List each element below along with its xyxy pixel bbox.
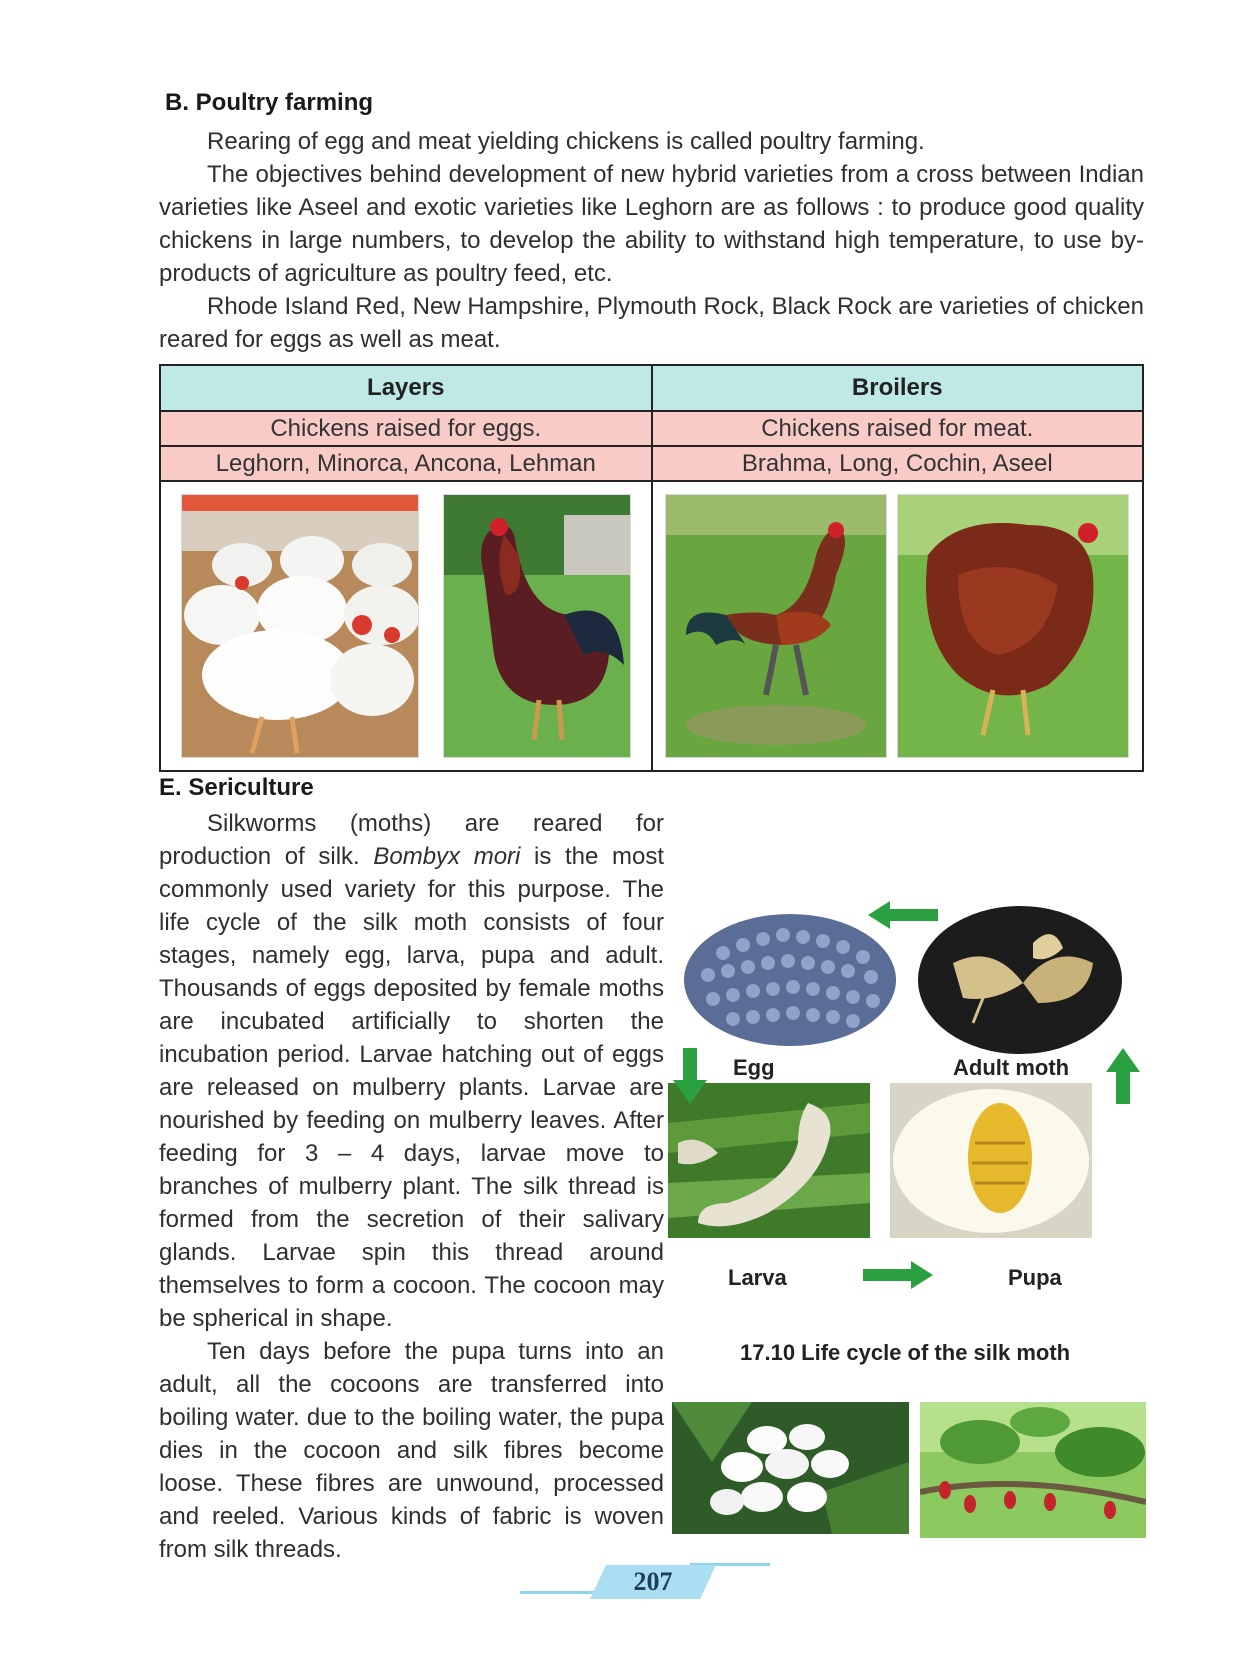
aseel-rooster-photo — [665, 494, 887, 758]
table-row — [160, 411, 1143, 446]
section-heading-poultry: B. Poultry farming — [165, 89, 374, 116]
broilers-photo-cell — [652, 481, 1144, 771]
cocoons-photo — [672, 1402, 909, 1534]
section-heading-sericulture: E. Sericulture — [159, 774, 314, 801]
table-cell-layers-purpose: Chickens raised for eggs. — [160, 411, 652, 446]
table-header-layers: Layers — [160, 365, 652, 411]
larva-image — [668, 1083, 870, 1238]
mulberry-branch-photo — [920, 1402, 1146, 1538]
rooster-photo — [443, 494, 631, 758]
table-row — [160, 446, 1143, 481]
stage-label-egg: Egg — [733, 1055, 775, 1080]
table-cell-layers-varieties: Leghorn, Minorca, Ancona, Lehman — [160, 446, 652, 481]
brown-hen-photo — [897, 494, 1129, 758]
figure-caption: 17.10 Life cycle of the silk moth — [740, 1340, 1071, 1365]
stage-label-pupa: Pupa — [1008, 1265, 1062, 1290]
arrow-down-icon — [673, 1048, 707, 1104]
species-name: Bombyx mori — [373, 843, 521, 870]
stage-label-adult: Adult moth — [953, 1055, 1070, 1080]
egg-image — [683, 913, 898, 1048]
stage-label-larva: Larva — [728, 1265, 787, 1290]
paragraph-text-part: is the most commonly used variety for this purpose. The life cycle of the silk moth consists of four stages, namely egg, larva, pupa and adult. Thousands of eggs deposited by female moths are incubated artificially to shorten the incubation period. Larvae hatching out of eggs are released on mulberry plants. Larvae are nourished by feeding on mulberry leaves. After feeding for 3 – 4 days, larvae move to branches of mulberry plant. The silk thread is formed from the secretion of their salivary glands. Larvae spin this thread around themselves to form a cocoon. The cocoon may be spherical in shape. — [159, 843, 665, 1332]
paragraph-poultry-objectives: The objectives behind development of new hybrid varieties from a cross between Indian varieties like Aseel and exotic varieties like Leghorn are as follows : to produce good quality chickens in large numbers, to develop the ability to withstand high temperature, to use by-products of agriculture as poultry feed, etc. — [159, 161, 1144, 287]
silk-moth-lifecycle-figure — [668, 893, 1144, 1325]
table-photo-row — [160, 481, 1143, 771]
layers-broilers-table — [159, 364, 1144, 772]
paragraph-poultry-definition: Rearing of egg and meat yielding chickens is called poultry farming. — [207, 128, 925, 155]
pupa-image — [890, 1083, 1092, 1238]
page-number: 207 — [633, 1567, 673, 1596]
table-header-row — [160, 365, 1143, 411]
paragraph-sericulture-lifecycle — [159, 807, 664, 1335]
paragraph-poultry-varieties: Rhode Island Red, New Hampshire, Plymouth Rock, Black Rock are varieties of chicken reared for eggs as well as meat. — [159, 293, 1144, 353]
arrow-left-icon — [868, 901, 938, 929]
table-header-broilers: Broilers — [652, 365, 1144, 411]
arrow-up-icon — [1106, 1048, 1140, 1104]
table-cell-broilers-purpose: Chickens raised for meat. — [652, 411, 1144, 446]
white-hens-photo — [181, 494, 419, 758]
paragraph-text-part: Silkworms (moths) are reared for production of silk. — [159, 810, 664, 870]
table-cell-broilers-varieties: Brahma, Long, Cochin, Aseel — [652, 446, 1144, 481]
adult-moth-image — [913, 903, 1128, 1058]
arrow-right-icon — [863, 1261, 933, 1289]
layers-photo-cell — [160, 481, 652, 771]
paragraph-sericulture-processing: Ten days before the pupa turns into an adult, all the cocoons are transferred into boiling water. due to the boiling water, the pupa dies in the cocoon and silk fibres become loose. These fibres are unwound, processed and reeled. Various kinds of fabric is woven from silk threads. — [159, 1338, 664, 1563]
